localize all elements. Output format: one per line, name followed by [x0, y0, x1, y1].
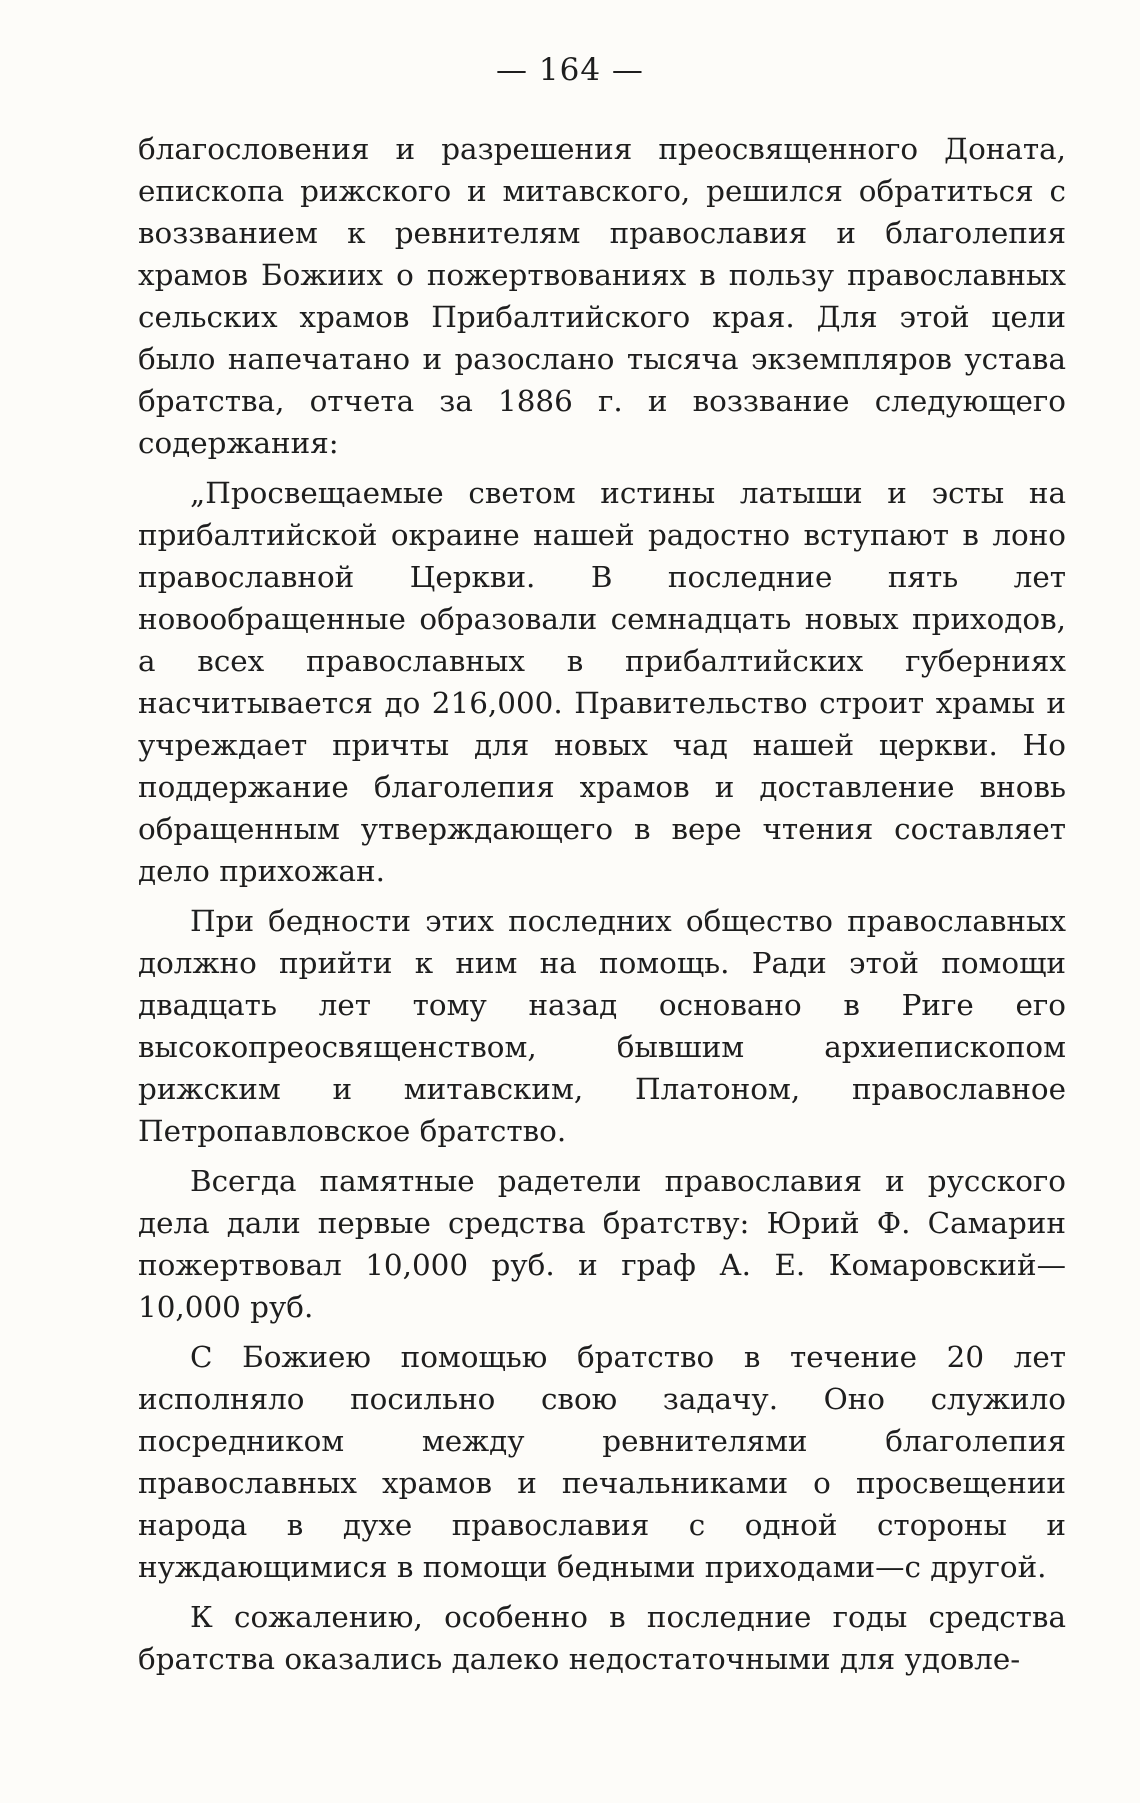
paragraph-appeal-quote: „Просвещаемые светом истины латыши и эсты на прибалтийской окраине нашей радостно вступают в лоно православной Церкви. В последние пять лет новообращенные образовали семнадцать новых приходов, а всех православных в прибалтийских губерниях насчитывается до 216,000. Правительство строит храмы и учреждает причты для новых чад нашей церкви. Но поддержание благолепия храмов и доставление вновь обращенным утверждающего в вере чтения составляет дело прихожан. — [138, 476, 1066, 888]
page-number: — 164 — — [496, 52, 644, 88]
paragraph-insufficient-funds: К сожалению, особенно в последние годы средства братства оказались далеко недостаточными для удовле- — [138, 1600, 1066, 1676]
paragraph-brotherhood-work: С Божиею помощью братство в течение 20 лет исполняло посильно свою задачу. Оно служило посредником между ревнителями благолепия православных храмов и печальниками о просвещении народа в духе православия с одной стороны и нуждающимися в помощи бедными приходами—с другой. — [138, 1340, 1066, 1584]
paragraph-brotherhood-founding: При бедности этих последних общество православных должно прийти к ним на помощь. Ради этой помощи двадцать лет тому назад основано в Риге его высокопреосвященством, бывшим архиепископом рижским и митавским, Платоном, православное Петропавловское братство. — [138, 904, 1066, 1148]
paragraph-first-donations: Всегда памятные радетели православия и русского дела дали первые средства братству: Юрий Ф. Самарин пожертвовал 10,000 руб. и граф А. Е. Комаровский— 10,000 руб. — [138, 1164, 1066, 1324]
paragraph-continuation: благословения и разрешения преосвященного Доната, епископа рижского и митавского, решился обратиться с воззванием к ревнителям православия и благолепия храмов Божиих о пожертвованиях в пользу православных сельских храмов Прибалтийского края. Для этой цели было напечатано и разослано тысяча экземпляров устава братства, отчета за 1886 г. и воззвание следующего содержания: — [138, 132, 1066, 460]
body-text — [138, 128, 1066, 1688]
